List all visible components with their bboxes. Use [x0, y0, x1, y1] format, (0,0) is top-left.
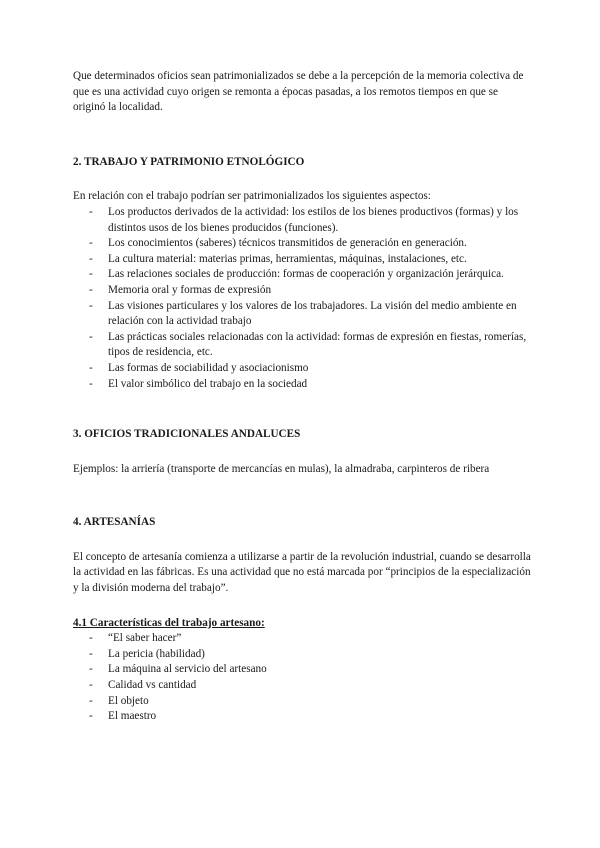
- list-item: [73, 709, 533, 725]
- list-item-text: Las visiones particulares y los valores de los trabajadores. La visión del medio ambiente en relación con la actividad trabajo: [108, 299, 517, 328]
- dash-marker: -: [89, 361, 93, 374]
- list-item: [73, 662, 533, 678]
- list-item: [73, 631, 533, 647]
- dash-marker: -: [89, 647, 93, 660]
- dash-marker: -: [89, 632, 93, 645]
- list-item-text: Calidad vs cantidad: [108, 679, 197, 692]
- list-item: [73, 205, 533, 236]
- list-item-text: Las formas de sociabilidad y asociacionismo: [108, 361, 309, 374]
- list-item-text: Memoria oral y formas de expresión: [108, 283, 272, 296]
- list-item-text: Las prácticas sociales relacionadas con la actividad: formas de expresión en fiestas, romerías, tipos de residencia, etc.: [108, 330, 527, 359]
- section-2-lead: En relación con el trabajo podrían ser patrimonializados los siguientes aspectos:: [73, 190, 431, 203]
- list-item: [73, 361, 533, 377]
- dash-marker: -: [89, 663, 93, 676]
- list-item-text: La máquina al servicio del artesano: [108, 663, 267, 676]
- section-4-1-list: [73, 631, 533, 725]
- dash-marker: -: [89, 330, 93, 343]
- list-item-text: La pericia (habilidad): [108, 647, 205, 660]
- dash-marker: -: [89, 252, 93, 265]
- dash-marker: -: [89, 283, 93, 296]
- list-item-text: Los productos derivados de la actividad: los estilos de los bienes productivos (formas) y los distintos usos de los bienes producidos (funciones).: [108, 205, 519, 234]
- section-2-heading: 2. TRABAJO Y PATRIMONIO ETNOLÓGICO: [73, 155, 305, 168]
- section-4-1-subheading: 4.1 Características del trabajo artesano:: [73, 616, 265, 629]
- list-item: [73, 236, 533, 252]
- list-item: [73, 678, 533, 694]
- dash-marker: -: [89, 679, 93, 692]
- dash-marker: -: [89, 299, 93, 312]
- section-3-examples: Ejemplos: la arriería (transporte de mercancías en mulas), la almadraba, carpinteros de ribera: [73, 462, 490, 475]
- list-item: [73, 252, 533, 268]
- list-item: [73, 283, 533, 299]
- intro-paragraph: Que determinados oficios sean patrimonializados se debe a la percepción de la memoria colectiva de que es una actividad cuyo origen se remonta a épocas pasadas, a los remotos tiempos en que se originó la localidad.: [73, 70, 524, 114]
- dash-marker: -: [89, 710, 93, 723]
- section-3-heading: 3. OFICIOS TRADICIONALES ANDALUCES: [73, 428, 301, 441]
- list-item: [73, 299, 533, 330]
- list-item-text: El maestro: [108, 710, 157, 723]
- dash-marker: -: [89, 694, 93, 707]
- list-item-text: “El saber hacer”: [108, 632, 182, 645]
- section-2-list: [73, 205, 533, 392]
- list-item-text: El valor simbólico del trabajo en la sociedad: [108, 377, 308, 390]
- dash-marker: -: [89, 205, 93, 218]
- list-item-text: Las relaciones sociales de producción: formas de cooperación y organización jerárquica.: [108, 268, 504, 281]
- list-item: [73, 377, 533, 393]
- list-item: [73, 647, 533, 663]
- list-item: [73, 267, 533, 283]
- dash-marker: -: [89, 237, 93, 250]
- list-item-text: El objeto: [108, 694, 149, 707]
- list-item-text: La cultura material: materias primas, herramientas, máquinas, instalaciones, etc.: [108, 252, 467, 265]
- document-page: [73, 69, 533, 725]
- list-item-text: Los conocimientos (saberes) técnicos transmitidos de generación en generación.: [108, 237, 467, 250]
- section-4-heading: 4. ARTESANÍAS: [73, 516, 156, 529]
- dash-marker: -: [89, 377, 93, 390]
- list-item: [73, 694, 533, 710]
- section-4-paragraph: El concepto de artesanía comienza a utilizarse a partir de la revolución industrial, cuando se desarrolla la actividad en las fábricas. Es una actividad que no está marcada por “principios de la especialización y la división moderna del trabajo”.: [73, 550, 531, 595]
- dash-marker: -: [89, 268, 93, 281]
- list-item: [73, 330, 533, 361]
